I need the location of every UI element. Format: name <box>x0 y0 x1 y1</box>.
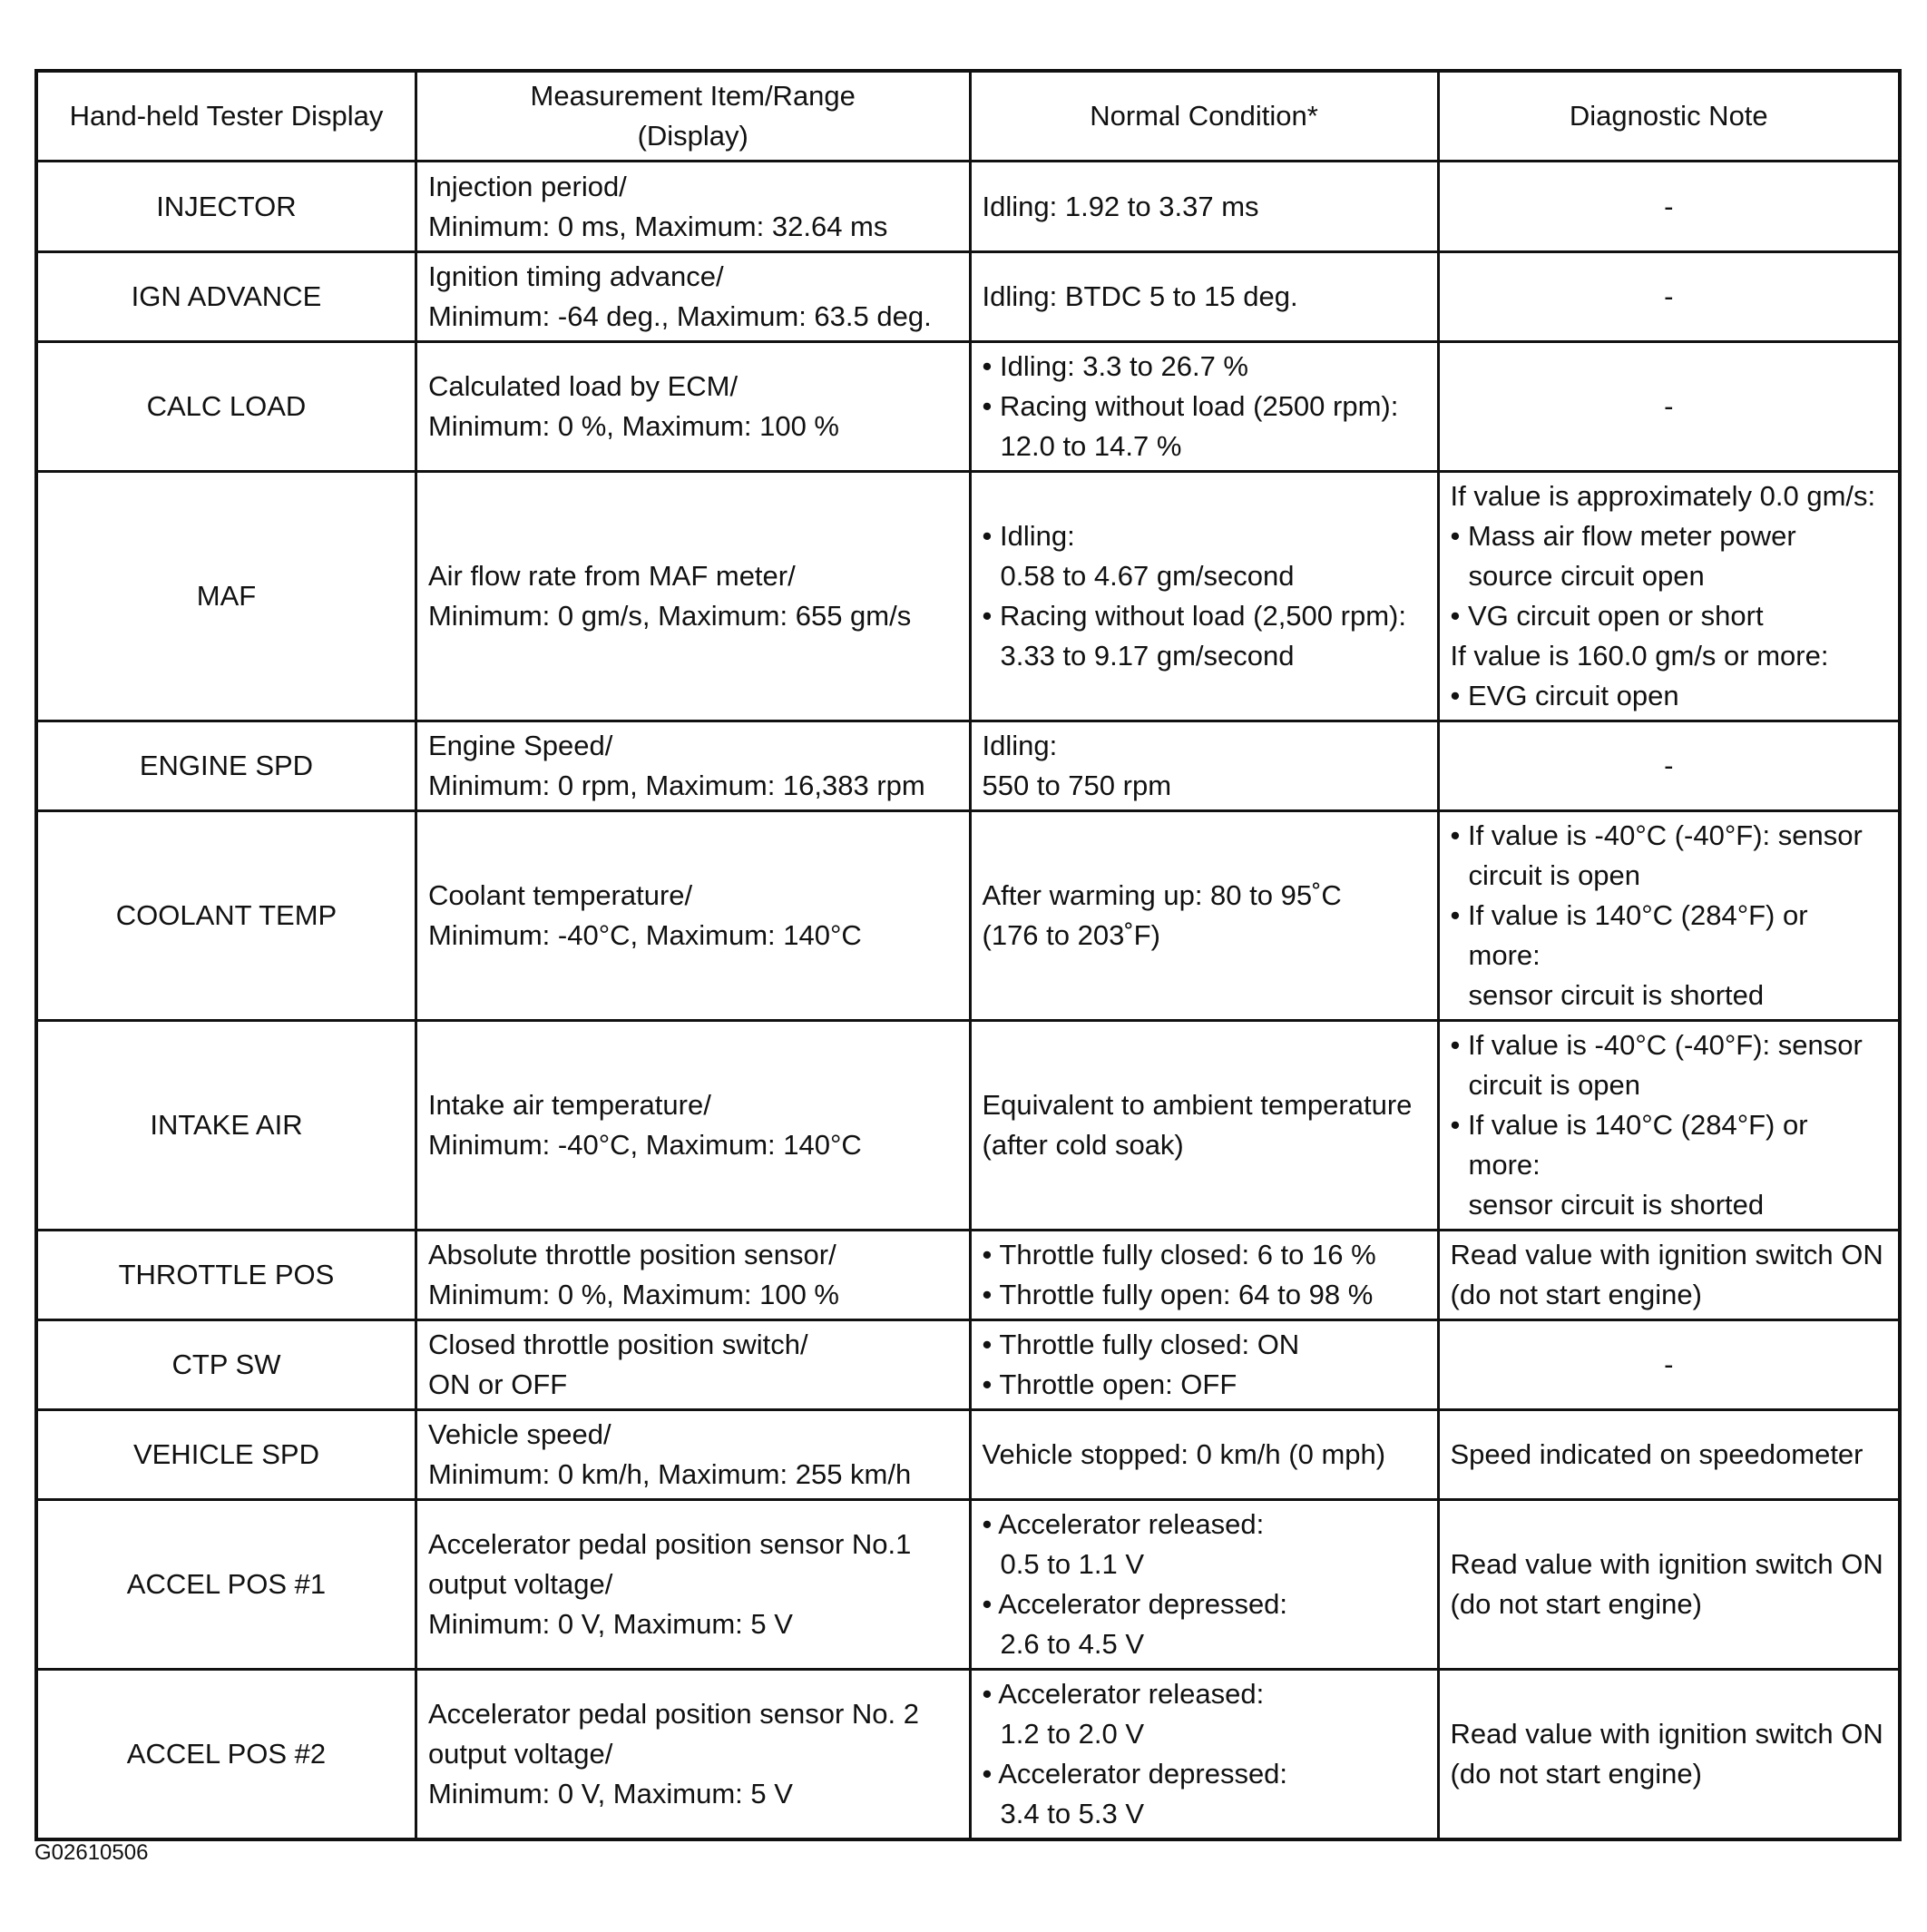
normal-line: • Throttle fully closed: ON <box>982 1329 1300 1360</box>
note-line: source circuit open <box>1468 560 1705 592</box>
header-normal-condition: Normal Condition* <box>970 71 1438 162</box>
measurement-line: Coolant temperature/ <box>427 879 693 911</box>
tester-display-cell: CTP SW <box>36 1320 416 1410</box>
diagnostic-note-cell <box>1438 1320 1900 1410</box>
measurement-line: Minimum: 0 gm/s, Maximum: 655 gm/s <box>427 600 912 632</box>
note-line: - <box>1664 750 1674 781</box>
header-diagnostic-note: Diagnostic Note <box>1438 71 1900 162</box>
diagnostic-note-cell <box>1438 1410 1900 1500</box>
note-line: • EVG circuit open <box>1450 680 1679 711</box>
table-row <box>36 1320 1900 1410</box>
normal-condition-cell <box>970 1231 1438 1320</box>
normal-line: • Throttle fully open: 64 to 98 % <box>982 1279 1374 1310</box>
table-row <box>36 1410 1900 1500</box>
header-row <box>36 71 1900 162</box>
diagnostic-note-cell <box>1438 472 1900 721</box>
measurement-line: Intake air temperature/ <box>427 1089 711 1121</box>
measurement-line: output voltage/ <box>427 1568 613 1600</box>
table-row <box>36 721 1900 811</box>
table-row <box>36 252 1900 342</box>
table-row <box>36 1231 1900 1320</box>
normal-line: • Idling: <box>982 520 1075 552</box>
measurement-cell <box>416 472 970 721</box>
normal-condition-cell <box>970 1670 1438 1840</box>
normal-line: Vehicle stopped: 0 km/h (0 mph) <box>982 1438 1386 1470</box>
measurement-line: Vehicle speed/ <box>427 1418 611 1450</box>
diagnostic-note-cell <box>1438 1500 1900 1670</box>
diagnostic-note-cell <box>1438 162 1900 252</box>
measurement-line: Minimum: -64 deg., Maximum: 63.5 deg. <box>427 300 932 332</box>
measurement-cell <box>416 252 970 342</box>
tester-display-cell: VEHICLE SPD <box>36 1410 416 1500</box>
normal-line: 2.6 to 4.5 V <box>1000 1628 1145 1660</box>
note-line: • Mass air flow meter power <box>1450 520 1796 552</box>
note-line: circuit is open <box>1468 1069 1641 1101</box>
normal-condition-cell <box>970 811 1438 1021</box>
diagnostic-data-table <box>34 69 1902 1841</box>
measurement-line: Air flow rate from MAF meter/ <box>427 560 796 592</box>
measurement-line: Minimum: -40°C, Maximum: 140°C <box>427 919 862 951</box>
normal-line: • Throttle fully closed: 6 to 16 % <box>982 1239 1376 1270</box>
note-line: • VG circuit open or short <box>1450 600 1764 632</box>
note-line: - <box>1664 190 1674 222</box>
table-row <box>36 342 1900 472</box>
measurement-cell <box>416 1500 970 1670</box>
measurement-line: Accelerator pedal position sensor No. 2 <box>427 1698 920 1730</box>
tester-display-cell: ENGINE SPD <box>36 721 416 811</box>
normal-condition-cell <box>970 1500 1438 1670</box>
measurement-cell <box>416 721 970 811</box>
note-line: If value is approximately 0.0 gm/s: <box>1450 480 1876 512</box>
note-line: Speed indicated on speedometer <box>1450 1438 1863 1470</box>
table-row <box>36 811 1900 1021</box>
note-line: • If value is 140°C (284°F) or <box>1450 1109 1808 1141</box>
normal-line: • Racing without load (2500 rpm): <box>982 390 1399 422</box>
note-line: If value is 160.0 gm/s or more: <box>1450 640 1829 672</box>
measurement-line: output voltage/ <box>427 1738 613 1770</box>
note-line: • If value is -40°C (-40°F): sensor <box>1450 1029 1863 1061</box>
table-body <box>36 162 1900 1840</box>
note-line: • If value is 140°C (284°F) or <box>1450 899 1808 931</box>
measurement-line: Minimum: 0 %, Maximum: 100 % <box>427 410 839 442</box>
normal-line: Idling: BTDC 5 to 15 deg. <box>982 280 1298 312</box>
tester-display-cell: INTAKE AIR <box>36 1021 416 1231</box>
measurement-line: ON or OFF <box>427 1368 568 1400</box>
header-measurement-line: Measurement Item/Range <box>530 80 856 112</box>
normal-line: 0.58 to 4.67 gm/second <box>1000 560 1295 592</box>
measurement-cell <box>416 1410 970 1500</box>
measurement-line: Minimum: 0 km/h, Maximum: 255 km/h <box>427 1458 912 1490</box>
normal-line: 3.4 to 5.3 V <box>1000 1798 1145 1829</box>
measurement-cell <box>416 811 970 1021</box>
note-line: - <box>1664 390 1674 422</box>
note-line: sensor circuit is shorted <box>1468 979 1765 1011</box>
tester-display-cell: ACCEL POS #1 <box>36 1500 416 1670</box>
measurement-cell <box>416 342 970 472</box>
note-line: - <box>1664 280 1674 312</box>
normal-line: • Accelerator depressed: <box>982 1758 1288 1790</box>
diagnostic-note-cell <box>1438 252 1900 342</box>
normal-line: (176 to 203˚F) <box>982 919 1160 951</box>
tester-display-cell: THROTTLE POS <box>36 1231 416 1320</box>
note-line: circuit is open <box>1468 859 1641 891</box>
diagnostic-note-cell <box>1438 1231 1900 1320</box>
table-row <box>36 162 1900 252</box>
measurement-line: Ignition timing advance/ <box>427 260 724 292</box>
table-row <box>36 1500 1900 1670</box>
normal-line: 12.0 to 14.7 % <box>1000 430 1182 462</box>
normal-line: Idling: <box>982 730 1058 761</box>
note-line: more: <box>1468 1149 1541 1181</box>
table-row <box>36 1670 1900 1840</box>
measurement-line: Injection period/ <box>427 170 627 202</box>
measurement-line: Minimum: -40°C, Maximum: 140°C <box>427 1129 862 1161</box>
note-line: - <box>1664 1348 1674 1380</box>
measurement-line: Minimum: 0 ms, Maximum: 32.64 ms <box>427 210 888 242</box>
normal-condition-cell <box>970 1320 1438 1410</box>
note-line: (do not start engine) <box>1450 1279 1702 1310</box>
tester-display-cell: ACCEL POS #2 <box>36 1670 416 1840</box>
measurement-line: Minimum: 0 V, Maximum: 5 V <box>427 1608 793 1640</box>
measurement-line: Minimum: 0 %, Maximum: 100 % <box>427 1279 839 1310</box>
measurement-cell <box>416 1670 970 1840</box>
normal-line: After warming up: 80 to 95˚C <box>982 879 1342 911</box>
normal-line: • Throttle open: OFF <box>982 1368 1237 1400</box>
table-row <box>36 1021 1900 1231</box>
diagnostic-note-cell <box>1438 1670 1900 1840</box>
normal-condition-cell <box>970 1410 1438 1500</box>
normal-line: • Accelerator released: <box>982 1508 1265 1540</box>
normal-line: Equivalent to ambient temperature <box>982 1089 1413 1121</box>
diagnostic-note-cell <box>1438 721 1900 811</box>
tester-display-cell: COOLANT TEMP <box>36 811 416 1021</box>
normal-line: 1.2 to 2.0 V <box>1000 1718 1145 1750</box>
normal-line: • Accelerator depressed: <box>982 1588 1288 1620</box>
measurement-line: Engine Speed/ <box>427 730 613 761</box>
normal-line: • Racing without load (2,500 rpm): <box>982 600 1406 632</box>
tester-display-cell: MAF <box>36 472 416 721</box>
normal-condition-cell <box>970 252 1438 342</box>
tester-display-cell: INJECTOR <box>36 162 416 252</box>
normal-line: 0.5 to 1.1 V <box>1000 1548 1145 1580</box>
note-line: sensor circuit is shorted <box>1468 1189 1765 1221</box>
measurement-line: Minimum: 0 rpm, Maximum: 16,383 rpm <box>427 770 925 801</box>
note-line: (do not start engine) <box>1450 1588 1702 1620</box>
measurement-cell <box>416 1021 970 1231</box>
tester-display-cell: CALC LOAD <box>36 342 416 472</box>
figure-code: G02610506 <box>34 1840 149 1865</box>
measurement-line: Calculated load by ECM/ <box>427 370 739 402</box>
diagnostic-note-cell <box>1438 811 1900 1021</box>
measurement-line: Minimum: 0 V, Maximum: 5 V <box>427 1778 793 1809</box>
measurement-line: Accelerator pedal position sensor No.1 <box>427 1528 912 1560</box>
normal-condition-cell <box>970 721 1438 811</box>
normal-condition-cell <box>970 1021 1438 1231</box>
normal-line: • Idling: 3.3 to 26.7 % <box>982 350 1248 382</box>
tester-display-cell: IGN ADVANCE <box>36 252 416 342</box>
measurement-cell <box>416 1231 970 1320</box>
note-line: Read value with ignition switch ON <box>1450 1548 1883 1580</box>
note-line: Read value with ignition switch ON <box>1450 1239 1883 1270</box>
note-line: Read value with ignition switch ON <box>1450 1718 1883 1750</box>
normal-line: Idling: 1.92 to 3.37 ms <box>982 190 1259 222</box>
header-measurement-line: (Display) <box>637 120 748 152</box>
measurement-line: Absolute throttle position sensor/ <box>427 1239 836 1270</box>
normal-line: • Accelerator released: <box>982 1678 1265 1710</box>
header-measurement <box>416 71 970 162</box>
normal-line: (after cold soak) <box>982 1129 1184 1161</box>
table-row <box>36 472 1900 721</box>
measurement-line: Closed throttle position switch/ <box>427 1329 808 1360</box>
measurement-cell <box>416 162 970 252</box>
diagnostic-note-cell <box>1438 1021 1900 1231</box>
measurement-cell <box>416 1320 970 1410</box>
normal-line: 3.33 to 9.17 gm/second <box>1000 640 1295 672</box>
normal-condition-cell <box>970 162 1438 252</box>
note-line: • If value is -40°C (-40°F): sensor <box>1450 819 1863 851</box>
header-display: Hand-held Tester Display <box>36 71 416 162</box>
diagnostic-note-cell <box>1438 342 1900 472</box>
note-line: more: <box>1468 939 1541 971</box>
normal-line: 550 to 750 rpm <box>982 770 1172 801</box>
normal-condition-cell <box>970 342 1438 472</box>
normal-condition-cell <box>970 472 1438 721</box>
note-line: (do not start engine) <box>1450 1758 1702 1790</box>
